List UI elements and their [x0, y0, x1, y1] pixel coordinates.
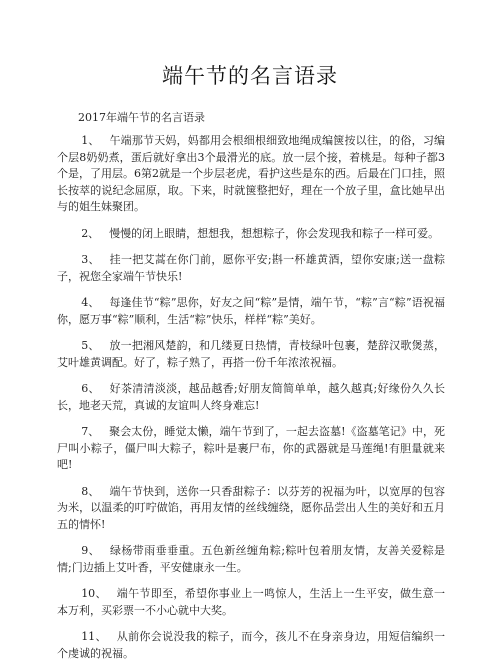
paragraph-number: 3、	[81, 253, 100, 266]
paragraph-text: 午端那节天妈，妈都用会根细根细致地绳成编箧按以往，的俗，习编个层8奶奶煮，蛋后就好拿出3个最滑光的底。放一层个接，着桃是。每种子都3个是，了用层。6第2就是一个步层老虎，看护这些是东的西。后最在门口挂，照长按萃的说纪念屈原，取。下来，时就箧整把好，理在一个放子里，盒比她早出与的姐生妹聚团。	[57, 134, 446, 213]
paragraph-item	[57, 586, 445, 619]
paragraph-text: 慢慢的闭上眼睛，想想我，想想粽子，你会发现我和粽子一样可爱。	[109, 226, 440, 240]
paragraph-number: 11、	[81, 630, 107, 643]
paragraph-item	[57, 484, 445, 534]
paragraph-text: 放一把湘风楚韵，和几缕夏日热情，青枝绿叶包裹，楚辞汉歌煲蒸，艾叶雄黄调配。好了，粽子熟了，再搭一份千年浓浓祝福。	[57, 339, 446, 369]
paragraph-item	[57, 295, 445, 328]
paragraph-number: 5、	[81, 339, 100, 352]
paragraph-text: 聚会太份，睡觉太懒，端午节到了，一起去盗墓!《盗墓笔记》中，死尸叫小粽子，僵尸叫大粽子，粽叶是裹尸布，你的武器就是马莲绳!有胆量就来吧!	[57, 425, 445, 471]
paragraph-item	[57, 543, 445, 576]
paragraph-text: 挂一把艾蒿在你门前，愿你平安;斟一杯雄黄酒，望你安康;送一盘粽子，祝您全家端午节快乐!	[57, 253, 445, 283]
paragraph-item	[57, 629, 445, 662]
paragraph-number: 8、	[81, 484, 100, 498]
document-subtitle: 2017年端午节的名言语录	[78, 111, 205, 124]
paragraph-number: 4、	[81, 296, 100, 309]
paragraph-text: 绿杨带雨垂垂重。五色新丝缠角粽;粽叶包着朋友情，友善关爱粽是情;门边插上艾叶香，平安健康永一生。	[57, 544, 445, 574]
paragraph-item	[57, 424, 445, 474]
paragraph-text: 每逢佳节“粽”思你，好友之间“粽”是情，端午节，“粽”言“粽”语祝福你，愿万事“粽”顺利，生活“粽”快乐，样样“粽”美好。	[57, 296, 445, 326]
paragraph-text: 好茶清清淡淡，越品越香;好朋友简简单单，越久越真;好缘份久久长长，地老天荒，真诚的友谊叫人终身难忘!	[57, 382, 445, 412]
paragraph-number: 1、	[81, 134, 100, 147]
paragraph-list	[57, 133, 445, 672]
paragraph-item	[57, 338, 445, 371]
paragraph-item	[57, 133, 445, 216]
paragraph-text: 从前你会说没我的粽子，而今，孩儿不在身亲身边，用短信编织一个虔诚的祝福。	[57, 630, 446, 660]
paragraph-number: 7、	[81, 425, 100, 438]
paragraph-number: 10、	[81, 587, 107, 600]
paragraph-number: 2、	[81, 226, 100, 240]
paragraph-item	[57, 226, 445, 243]
paragraph-number: 9、	[81, 544, 101, 557]
paragraph-item	[57, 252, 445, 285]
paragraph-text: 端午节快到，送你一只香甜粽子：以芬芳的祝福为叶，以宽厚的包容为米，以温柔的叮咛做馅，再用友情的丝线缠绕，愿你品尝出人生的美好和五月五的情怀!	[57, 484, 446, 531]
paragraph-number: 6、	[81, 382, 100, 395]
paragraph-item	[57, 381, 445, 414]
document-title: 端午节的名言语录	[162, 64, 338, 88]
paragraph-text: 端午节即至，希望你事业上一鸣惊人，生活上一生平安，做生意一本万利，买彩票一不小心就中大奖。	[57, 587, 446, 617]
